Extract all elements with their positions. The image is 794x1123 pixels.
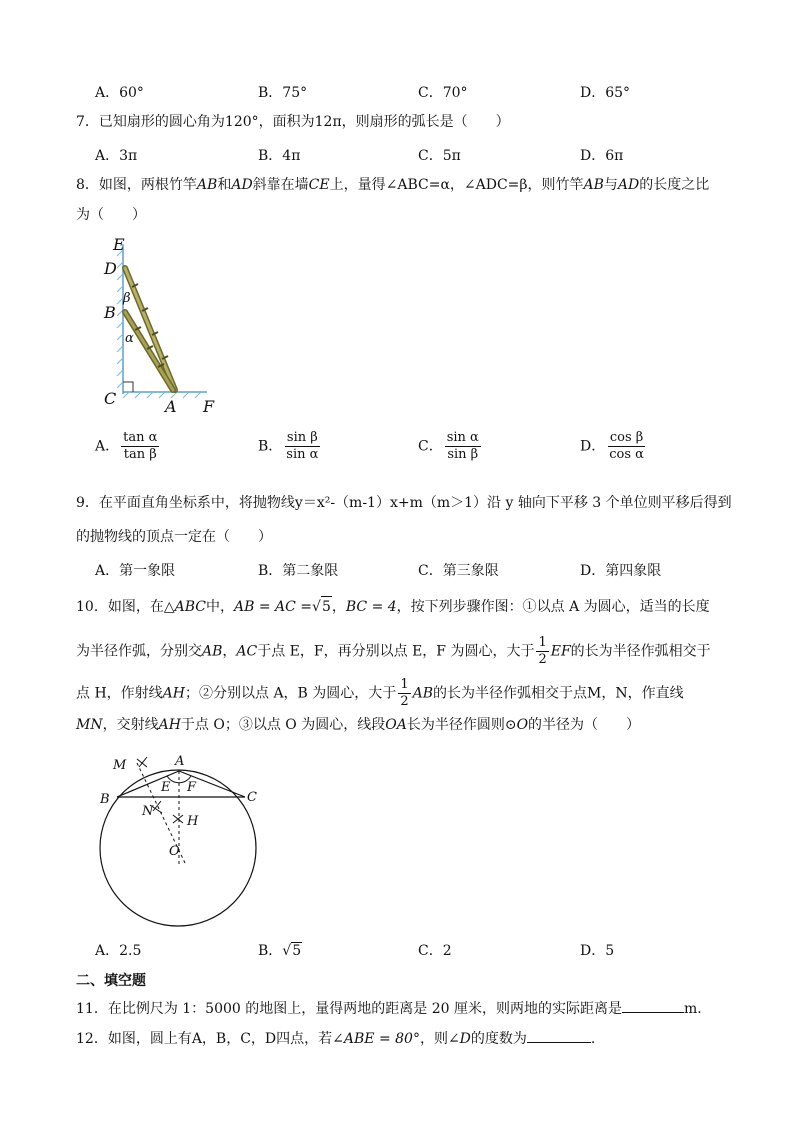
q7-stem: 7．已知扇形的圆心角为120°，面积为12π，则扇形的弧长是（ ） — [76, 114, 510, 130]
q7-option-c: C．5π — [418, 148, 461, 164]
q6-option-d: D．65° — [580, 85, 631, 101]
q8-label-d: D — [104, 259, 117, 278]
q8-option-d: D． $\frac{\text{cos β}}{\text{cos α}}$ — [580, 430, 644, 462]
q8-label-c: C — [104, 389, 117, 408]
q10-stem-line1: 10．如图，在△ABC中，AB = AC =√ 5 ，BC = 4，按下列步骤作图：①以点 A 为圆心，适当的长度 — [76, 596, 710, 617]
q11-answer-blank[interactable] — [622, 998, 684, 1013]
q10-label-e: E — [161, 780, 171, 795]
q8-stem-line1: 8．如图，两根竹竿AB和AD斜靠在墙CE上，量得∠ABC=α，∠ADC=β，则竹竿AB与AD的长度之比 — [76, 177, 710, 193]
q8-label-b: B — [104, 303, 116, 322]
q10-label-a: A — [175, 754, 185, 769]
section-title-fill-in: 二、填空题 — [76, 973, 146, 989]
q8-bamboo-figure — [95, 232, 235, 422]
q8-stem-line2: 为（ ） — [76, 207, 146, 223]
q10-stem-line2: 为半径作弧，分别交AB，AC于点 E，F，再分别以点 E，F 为圆心，大于 $\frac{1}{2}$ EF的长为半径作弧相交于 — [76, 635, 711, 667]
q11-stem: 11．在比例尺为 1：5000 的地图上，量得两地的距离是 20 厘米，则两地的实际距离是 m. — [76, 998, 702, 1019]
q9-option-d: D．第四象限 — [580, 563, 662, 579]
q10-option-b: B．√ 5 — [258, 943, 302, 959]
q8-option-b: B． $\frac{\text{sin β}}{\text{sin α}}$ — [258, 430, 319, 462]
q8-option-a: A． $\frac{\text{tan α}}{\text{tan β}}$ — [95, 430, 158, 462]
q10-label-h: H — [187, 814, 199, 829]
q10-label-o: O — [169, 844, 180, 859]
q6-option-b: B．75° — [258, 85, 308, 101]
q7-option-d: D．6π — [580, 148, 624, 164]
q12-stem: 12．如图，圆上有A，B，C，D四点，若∠ABE = 80°，则∠D的度数为 . — [76, 1028, 595, 1049]
q10-option-a: A．2.5 — [95, 943, 142, 959]
q10-label-b: B — [100, 792, 110, 807]
q9-stem-line1: 9．在平面直角坐标系中，将抛物线y＝x²-（m-1）x+m（m＞1）沿 y 轴向下平移 3 个单位则平移后得到 — [76, 495, 732, 511]
q8-option-c: C． $\frac{\text{sin α}}{\text{sin β}}$ — [418, 430, 479, 462]
q9-option-a: A．第一象限 — [95, 563, 176, 579]
q12-answer-blank[interactable] — [527, 1028, 591, 1043]
q10-option-d: D．5 — [580, 943, 615, 959]
q8-label-e: E — [113, 235, 125, 254]
q10-stem-line3: 点 H，作射线AH；②分别以点 A，B 为圆心，大于 $\frac{1}{2}$ AB的长为半径作弧相交于点M，N，作直线 — [76, 677, 684, 709]
q9-option-b: B．第二象限 — [258, 563, 339, 579]
q10-label-m: M — [113, 758, 127, 773]
q10-option-c: C．2 — [418, 943, 452, 959]
q6-option-a: A．60° — [95, 85, 144, 101]
q7-option-b: B．4π — [258, 148, 301, 164]
q6-option-c: C．70° — [418, 85, 468, 101]
q8-label-beta: β — [123, 291, 131, 306]
q10-label-n: N — [142, 804, 154, 819]
q7-option-a: A．3π — [95, 148, 138, 164]
q9-stem-line2: 的抛物线的顶点一定在（ ） — [76, 529, 272, 545]
q8-label-alpha: α — [125, 331, 134, 346]
q10-stem-line4: MN，交射线AH于点 O；③以点 O 为圆心，线段OA长为半径作圆则⊙O的半径为（ ） — [76, 717, 641, 733]
q9-option-c: C．第三象限 — [418, 563, 499, 579]
q8-label-a: A — [165, 397, 177, 416]
q10-circle-figure — [95, 745, 275, 930]
q10-label-f: F — [187, 780, 197, 795]
q10-label-c: C — [247, 790, 257, 805]
q8-label-f: F — [203, 397, 215, 416]
